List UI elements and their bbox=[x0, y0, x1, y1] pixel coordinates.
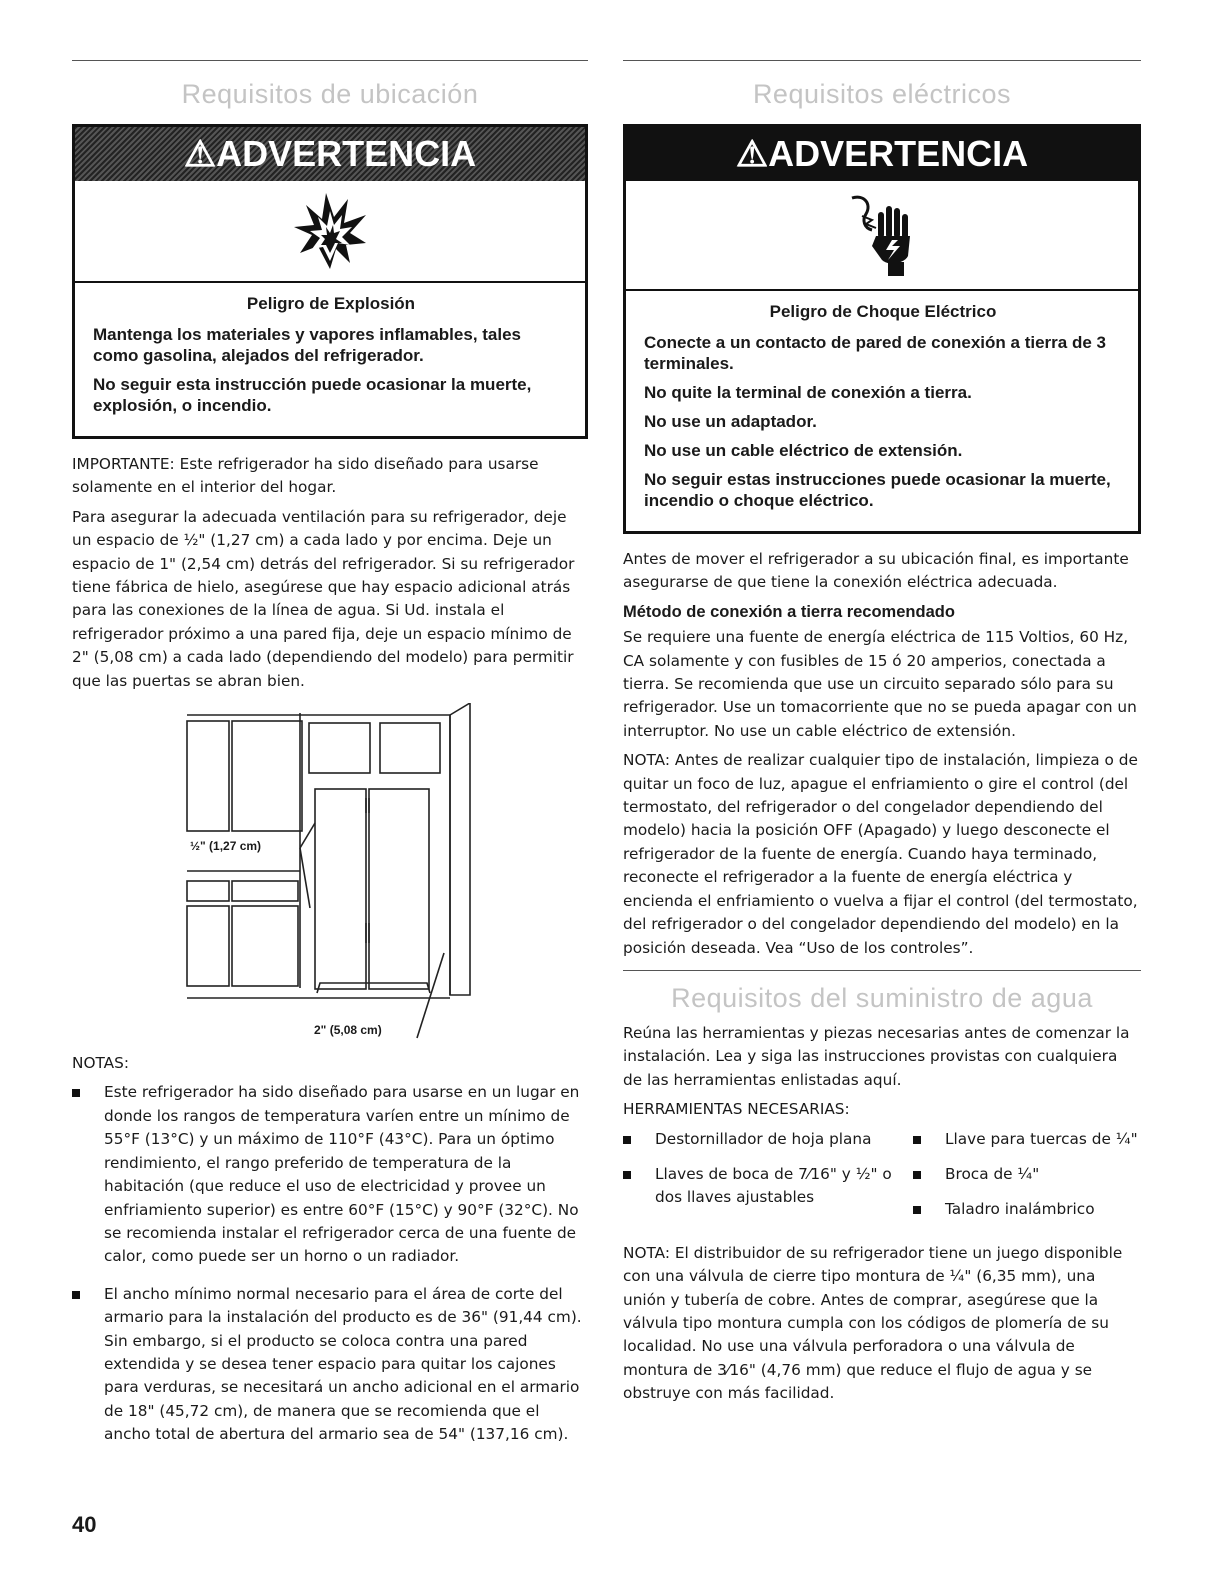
ventilation-paragraph: Para asegurar la adecuada ventilación para su refrigerador, deje un espacio de ½" (1,27 cm) a cada lado y por encima. Deje un espacio de 1" (2,54 cm) detrás del refrigerador. Si su refrigerador tiene fábrica de hielo, asegúrese que hay espacio adicional atrás para las conexiones de la línea de agua. Si Ud. instala el refrigerador próximo a una pared fija, deje un espacio mínimo de 2" (5,08 cm) a cada lado (dependiendo del modelo) para permitir que las puertas se abran bien. bbox=[72, 507, 575, 690]
warning-text bbox=[75, 283, 585, 436]
warning-banner: ⚠ADVERTENCIA bbox=[75, 127, 585, 181]
note-paragraph bbox=[623, 749, 1141, 960]
electric-shock-icon bbox=[842, 190, 922, 280]
warning-title: Peligro de Explosión bbox=[246, 294, 416, 313]
page-number: 40 bbox=[72, 1512, 97, 1537]
tool-item: Llaves de boca de 7⁄16" y ½" o dos llaves ajustables bbox=[623, 1163, 913, 1222]
half-inch-clearance-label: ½" (1,27 cm) bbox=[190, 839, 262, 854]
explosion-icon-area bbox=[75, 181, 585, 283]
note-item: El ancho mínimo normal necesario para el área de corte del armario para la instalación del producto es de 36" (91,44 cm). Sin embargo, si el producto se coloca contra una pared extendida y se desea tener espacio para quitar los cajones para verduras, se necesitará un ancho adicional en el armario de 18" (45,72 cm), de manera que se recomienda que el ancho total de abertura del armario sea de 54" (137,16 cm). bbox=[72, 1283, 588, 1447]
right-column bbox=[623, 60, 1141, 1412]
electrical-body bbox=[623, 548, 1141, 960]
note2-paragraph bbox=[623, 1242, 1141, 1406]
explosion-warning-box bbox=[72, 124, 588, 439]
note-text: Antes de realizar cualquier tipo de instalación, limpieza o de quitar un foco de luz, apague el enfriamiento o gire el control (del termostato, del refrigerador o del congelador dependiendo del modelo) hacia la posición OFF (Apagado) y luego desconecte el refrigerador de la fuente de energía. Cuando haya terminado, reconecte el refrigerador a la fuente de energía eléctrica y encienda el enfriamiento o vuelva a fijar el control (del termostato, del refrigerador o del congelador dependiendo del modelo) en la posición deseada. Vea “Uso de los controles”. bbox=[623, 751, 1138, 957]
two-inch-clearance-label: 2" (5,08 cm) bbox=[314, 1023, 382, 1038]
tool-item: Destornillador de hoja plana bbox=[623, 1128, 913, 1151]
warning-line: No seguir estas instrucciones puede ocasionar la muerte, incendio o choque eléctrico. bbox=[644, 470, 1111, 510]
installation-diagram bbox=[72, 703, 588, 1048]
important-label: IMPORTANTE: bbox=[72, 455, 175, 473]
tool-item: Broca de ¼" bbox=[913, 1163, 1141, 1186]
important-paragraph bbox=[72, 453, 588, 500]
shock-icon-area bbox=[626, 181, 1138, 291]
grounding-method-heading: Método de conexión a tierra recomendado bbox=[623, 602, 955, 621]
tool-subcolumn bbox=[913, 1163, 1141, 1234]
warning-title: Peligro de Choque Eléctrico bbox=[769, 302, 997, 321]
warning-line: Mantenga los materiales y vapores inflamables, tales como gasolina, alejados del refrigerador. bbox=[93, 325, 522, 365]
warning-line: No quite la terminal de conexión a tierra. bbox=[644, 383, 972, 402]
important-text: Este refrigerador ha sido diseñado para usarse solamente en el interior del hogar. bbox=[72, 455, 539, 497]
section-rule bbox=[623, 60, 1141, 61]
warning-line: Conecte a un contacto de pared de conexión a tierra de 3 terminales. bbox=[644, 333, 1106, 373]
explosion-icon bbox=[290, 191, 370, 271]
note-label: NOTA: bbox=[623, 751, 670, 770]
cabinet-diagram bbox=[72, 703, 588, 1048]
water-body bbox=[623, 1022, 1141, 1406]
warning-line: No use un cable eléctrico de extensión. bbox=[644, 441, 963, 460]
notes-list bbox=[72, 1081, 588, 1446]
warning-line: No use un adaptador. bbox=[644, 412, 817, 431]
warning-text bbox=[626, 291, 1138, 531]
note2-label: NOTA: bbox=[623, 1243, 670, 1262]
tools-heading: HERRAMIENTAS NECESARIAS: bbox=[623, 1100, 850, 1119]
notes-section bbox=[72, 1052, 588, 1447]
warning-line: No seguir esta instrucción puede ocasionar la muerte, explosión, o incendio. bbox=[93, 375, 532, 415]
section-rule bbox=[72, 60, 588, 61]
tool-item: Llave para tuercas de ¼" bbox=[913, 1128, 1141, 1151]
location-body bbox=[72, 453, 588, 693]
tools-list bbox=[623, 1128, 1141, 1234]
left-column bbox=[72, 60, 588, 1461]
notes-label: NOTAS: bbox=[72, 1054, 129, 1073]
water-supply-title: Requisitos del suministro de agua bbox=[671, 982, 1093, 1013]
electrical-requirements-title: Requisitos eléctricos bbox=[752, 79, 1012, 109]
tool-item: Taladro inalámbrico bbox=[913, 1198, 1141, 1221]
note2-text: El distribuidor de su refrigerador tiene un juego disponible con una válvula de cierre tipo montura de ¼" (6,35 mm), una unión y tubería de cobre. Antes de comprar, asegúrese que la válvula tipo montura cumpla con los códigos de plomería de su localidad. No use una válvula perforadora o una válvula de montura de 3⁄16" (4,76 mm) que reduce el flujo de agua y se obstruye con más facilidad. bbox=[623, 1243, 1123, 1403]
location-requirements-title: Requisitos de ubicación bbox=[181, 79, 479, 109]
electrical-warning-box bbox=[623, 124, 1141, 534]
note-item: Este refrigerador ha sido diseñado para usarse en un lugar en donde los rangos de temperatura varíen entre un mínimo de 55°F (13°C) y un máximo de 110°F (43°C). Para un óptimo rendimiento, el rango preferido de temperatura de la habitación (que reduce el uso de electricidad y provee un enfriamiento superior) es entre 60°F (15°C) y 90°F (32°C). No se recomienda instalar el refrigerador cerca de una fuente de calor, como puede ser un horno o un radiador. bbox=[72, 1081, 588, 1268]
warning-banner: ⚠ADVERTENCIA bbox=[626, 127, 1138, 181]
water-intro: Reúna las herramientas y piezas necesarias antes de comenzar la instalación. Lea y siga las instrucciones provistas con cualquiera de las herramientas enlistadas aquí. bbox=[623, 1023, 1130, 1089]
section-rule bbox=[623, 970, 1141, 971]
grounding-method-text: Se requiere una fuente de energía eléctrica de 115 Voltios, 60 Hz, CA solamente y con fusibles de 15 ó 20 amperios, conectada a tierra. Se recomienda que use un circuito separado sólo para su refrigerador. Use un tomacorriente que no se pueda apagar con un interruptor. No use un cable eléctrico de extensión. bbox=[623, 628, 1137, 740]
electrical-intro: Antes de mover el refrigerador a su ubicación final, es importante asegurarse de que tiene la conexión eléctrica adecuada. bbox=[623, 550, 1129, 592]
